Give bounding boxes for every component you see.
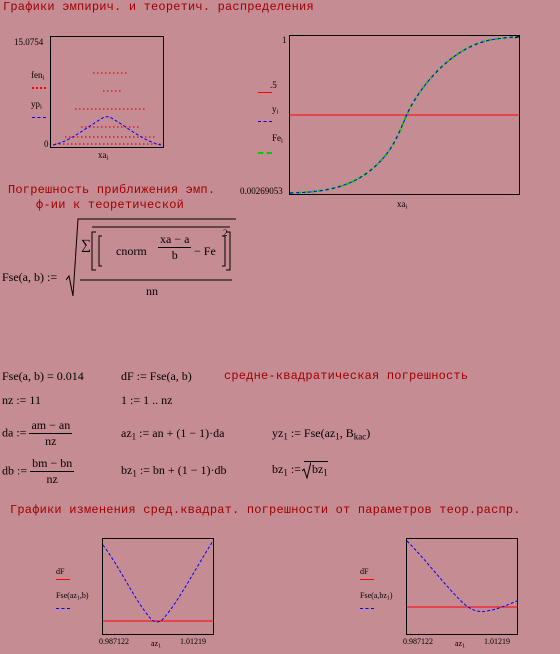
plot4-xmax: 1.01219: [484, 637, 510, 646]
fse-definition[interactable]: [66, 214, 236, 304]
plot2-ymax-label: 1: [282, 35, 287, 45]
fse-value: Fse(a, b) = 0.014: [2, 369, 84, 383]
df-definition[interactable]: dF := Fse(a, b): [121, 369, 192, 383]
nz-definition[interactable]: nz := 11: [2, 393, 41, 407]
plot1-legend-fen: fen$_i$: [31, 70, 45, 82]
plot2-legend-y-curve-swatch: [258, 121, 272, 122]
plot1-xlabel: $xa_i$: [98, 150, 109, 162]
error-vs-a-plot[interactable]: [102, 538, 214, 635]
rms-error-label: средне-квадратическая погрешность: [224, 369, 469, 383]
plot3-legend-df: dF: [56, 567, 65, 576]
plot2-legend-y-swatch: [258, 92, 272, 93]
fse-power: 2: [223, 228, 228, 238]
cdf-comparison-plot[interactable]: [289, 35, 520, 195]
plot3-legend-df-swatch: [56, 579, 70, 580]
fse-sum-symbol: ∑: [81, 238, 91, 253]
yz-definition[interactable]: $yz_1$ := $Fse(az_1$, $B_{kac}$): [272, 426, 371, 442]
fse-def-lhs: Fse(a, b) :=: [2, 270, 58, 284]
fse-cnorm-fraction: $\frac{xa - a}{b}$: [160, 232, 190, 262]
fse-minus-fe: − Fe: [194, 244, 216, 258]
plot2-legend-fe: $Fe_i$: [272, 133, 283, 145]
empirical-distribution-plot[interactable]: [50, 36, 164, 148]
plot1-legend-yp-swatch: [32, 117, 46, 118]
plot2-ymid-label: .5: [270, 80, 277, 90]
approx-heading-line1: Погрешность приближения эмп.: [8, 183, 216, 197]
plot3-xmin: 0.987122: [99, 637, 129, 646]
bottom-heading: Графики изменения сред.квадрат. погрешности от параметров теор.распр.: [10, 503, 521, 517]
plot4-canvas: [407, 539, 517, 634]
plot1-legend-yp: $yp_i$: [31, 99, 42, 111]
range-definition[interactable]: 1 := 1 .. nz: [121, 393, 173, 407]
fse-denominator: nn: [146, 284, 158, 298]
plot4-legend-fse: $Fse(a,bz_1)$: [360, 591, 393, 602]
plot3-xlabel: $az_1$: [151, 639, 162, 650]
plot3-legend-fse: $Fse(az_1,b)$: [56, 591, 89, 602]
plot4-xmin: 0.987122: [403, 637, 433, 646]
plot3-legend-fse-swatch: [56, 608, 70, 609]
sqrt-sign: [302, 461, 311, 479]
approx-heading-line2: ф-ии к теоретической: [36, 198, 185, 212]
plot4-legend-df: dF: [360, 567, 369, 576]
fse-cnorm-label: cnorm: [116, 244, 147, 258]
plot2-canvas: [290, 36, 519, 194]
plot1-ymin-label: 0: [44, 139, 49, 149]
plot3-xmax: 1.01219: [180, 637, 206, 646]
db-definition[interactable]: db := $\frac{bm - bn}{nz}$: [2, 456, 73, 486]
plot4-legend-fse-swatch: [360, 608, 374, 609]
plot1-ymax-label: 15.0754: [14, 37, 44, 47]
plot3-canvas: [103, 539, 213, 634]
error-vs-b-plot[interactable]: [406, 538, 518, 635]
bz-sqrt-definition[interactable]: $bz_1$ := $bz_1$: [272, 462, 328, 478]
plot1-canvas: [51, 37, 163, 147]
plot1-legend-fen-swatch: [32, 87, 46, 89]
da-definition[interactable]: da := $\frac{am - an}{nz}$: [2, 418, 71, 448]
plot4-legend-df-swatch: [360, 579, 374, 580]
plot2-legend-y: $y_i$: [272, 104, 279, 116]
top-heading: Графики эмпирич. и теоретич. распределения: [3, 0, 314, 14]
plot2-ymin-label: 0.00269053: [240, 186, 283, 196]
az-definition[interactable]: $az_1$ := an + (1 − 1)·da: [121, 426, 225, 442]
plot4-xlabel: $az_1$: [455, 639, 466, 650]
plot2-xlabel: $xa_i$: [397, 199, 408, 211]
plot2-legend-fe-swatch: [258, 152, 272, 154]
bz-definition[interactable]: $bz_1$ := bn + (1 − 1)·db: [121, 463, 227, 479]
